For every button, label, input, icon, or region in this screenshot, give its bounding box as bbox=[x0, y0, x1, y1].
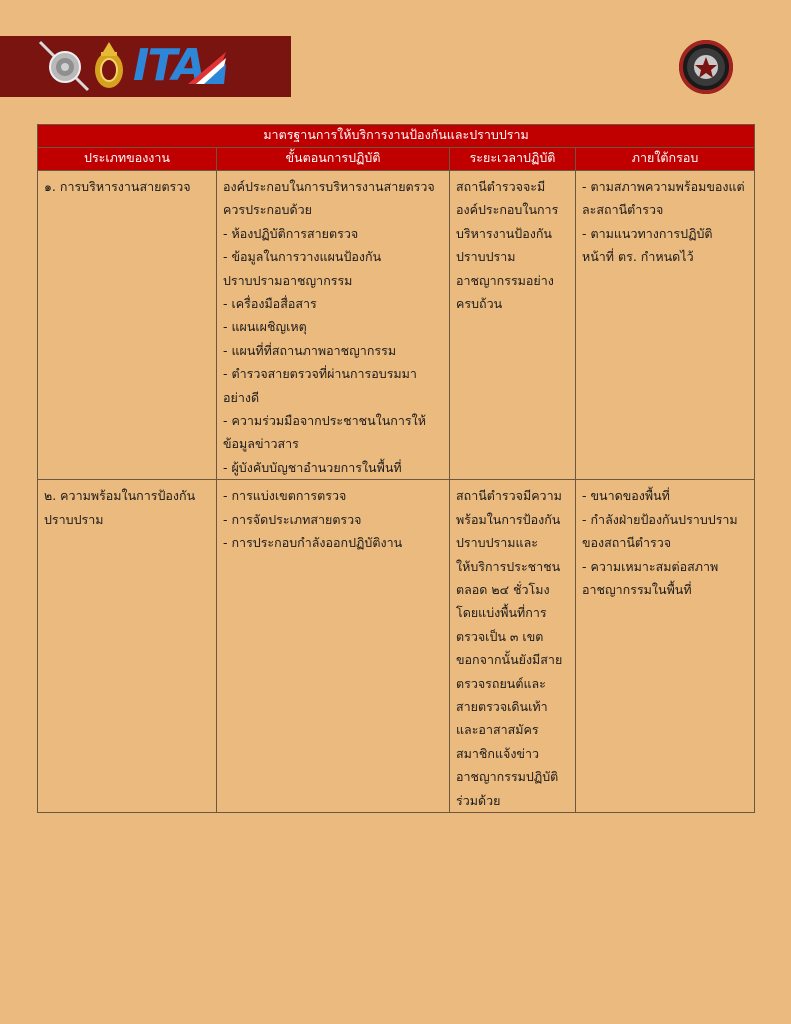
cell-text: - เครื่องมือสื่อสาร bbox=[223, 296, 317, 312]
cell-steps bbox=[217, 480, 450, 813]
table-row bbox=[38, 171, 755, 480]
cell-text: อย่างดี bbox=[223, 389, 260, 405]
cell-text: - แผนเผชิญเหตุ bbox=[223, 319, 307, 335]
cell-text: อาชญากรรมในพื้นที่ bbox=[582, 581, 692, 597]
cell-text: ร่วมด้วย bbox=[456, 792, 501, 808]
emblem-logo bbox=[38, 40, 90, 92]
cell-text: ๑. การบริหารงานสายตรวจ bbox=[44, 179, 191, 194]
ita-logo-text: ITA bbox=[133, 40, 205, 91]
service-standard-table bbox=[37, 124, 755, 813]
cell-text: และอาสาสมัคร bbox=[456, 722, 539, 738]
cell-text: หน้าที่ ตร. กำหนดไว้ bbox=[582, 249, 694, 265]
cell-text: ตรวจรถยนต์และ bbox=[456, 675, 546, 691]
cell-text: อาชญากรรมปฏิบัติ bbox=[456, 769, 559, 785]
cell-text: สถานีตำรวจจะมี bbox=[456, 179, 546, 194]
table-row bbox=[38, 480, 755, 813]
cell-text: องค์ประกอบในการ bbox=[456, 202, 559, 218]
cell-text: สถานีตำรวจมีความ bbox=[456, 488, 562, 504]
cell-duration bbox=[450, 480, 576, 813]
cell-text: - ความร่วมมือจากประชาชนในการให้ bbox=[223, 413, 426, 429]
cell-text: - ขนาดของพื้นที่ bbox=[582, 488, 670, 504]
cell-text: - ความเหมาะสมต่อสภาพ bbox=[582, 558, 719, 574]
cell-duration bbox=[450, 171, 576, 480]
ita-swoosh-icon bbox=[186, 50, 228, 86]
cell-text: ๒. ความพร้อมในการป้องกัน bbox=[44, 488, 196, 504]
cell-text: ขอกจากนั้นยังมีสาย bbox=[456, 652, 563, 668]
cell-text: - การจัดประเภทสายตรวจ bbox=[223, 511, 362, 527]
cell-text: - ผู้บังคับบัญชาอำนวยการในพื้นที่ bbox=[223, 459, 402, 475]
cell-text: พร้อมในการป้องกัน bbox=[456, 511, 561, 527]
cell-text: - กำลังฝ่ายป้องกันปราบปราม bbox=[582, 511, 738, 527]
police-badge-logo bbox=[678, 39, 734, 95]
cell-text: อาชญากรรมอย่าง bbox=[456, 272, 554, 288]
cell-text: ปราบปราม bbox=[456, 249, 516, 265]
cell-framework bbox=[576, 171, 755, 480]
cell-framework bbox=[576, 480, 755, 813]
cell-text: - ห้องปฏิบัติการสายตรวจ bbox=[223, 225, 359, 241]
cell-text: ตลอด ๒๔ ชั่วโมง bbox=[456, 581, 550, 597]
cell-text: สายตรวจเดินเท้า bbox=[456, 698, 548, 714]
header-banner bbox=[0, 36, 291, 97]
cell-text: ครบถ้วน bbox=[456, 296, 503, 312]
column-header-type: ประเภทของงาน bbox=[38, 148, 217, 171]
cell-type bbox=[38, 480, 217, 813]
cell-text: ปราบปรามอาชญากรรม bbox=[223, 272, 353, 288]
cell-text: ปราบปรามและ bbox=[456, 535, 538, 551]
crest-logo bbox=[92, 40, 126, 92]
cell-text: ปราบปราม bbox=[44, 511, 104, 527]
cell-text: - การแบ่งเขตการตรวจ bbox=[223, 488, 347, 504]
cell-text: - ข้อมูลในการวางแผนป้องกัน bbox=[223, 249, 382, 265]
cell-steps bbox=[217, 171, 450, 480]
column-header-duration: ระยะเวลาปฏิบัติ bbox=[450, 148, 576, 171]
cell-text: บริหารงานป้องกัน bbox=[456, 225, 552, 241]
column-header-steps: ขั้นตอนการปฏิบัติ bbox=[217, 148, 450, 171]
cell-type bbox=[38, 171, 217, 480]
cell-text: ให้บริการประชาชน bbox=[456, 558, 561, 574]
cell-text: ของสถานีตำรวจ bbox=[582, 535, 672, 551]
cell-text: - ตามแนวทางการปฏิบัติ bbox=[582, 225, 713, 241]
cell-text: - ตำรวจสายตรวจที่ผ่านการอบรมมา bbox=[223, 366, 417, 382]
cell-text: องค์ประกอบในการบริหารงานสายตรวจ bbox=[223, 179, 435, 194]
cell-text: ละสถานีตำรวจ bbox=[582, 202, 664, 218]
cell-text: - ตามสภาพความพร้อมของแต่ bbox=[582, 179, 745, 194]
cell-text: สมาชิกแจ้งข่าว bbox=[456, 745, 540, 761]
column-header-framework: ภายใต้กรอบ bbox=[576, 148, 755, 171]
cell-text: ข้อมูลข่าวสาร bbox=[223, 436, 299, 452]
table-title: มาตรฐานการให้บริการงานป้องกันและปราบปราม bbox=[38, 125, 755, 148]
cell-text: - การประกอบกำลังออกปฏิบัติงาน bbox=[223, 535, 403, 551]
cell-text: ตรวจเป็น ๓ เขต bbox=[456, 628, 544, 644]
cell-text: ควรประกอบด้วย bbox=[223, 202, 312, 218]
cell-text: โดยแบ่งพื้นที่การ bbox=[456, 605, 547, 621]
cell-text: - แผนที่ที่สถานภาพอาชญากรรม bbox=[223, 342, 397, 358]
